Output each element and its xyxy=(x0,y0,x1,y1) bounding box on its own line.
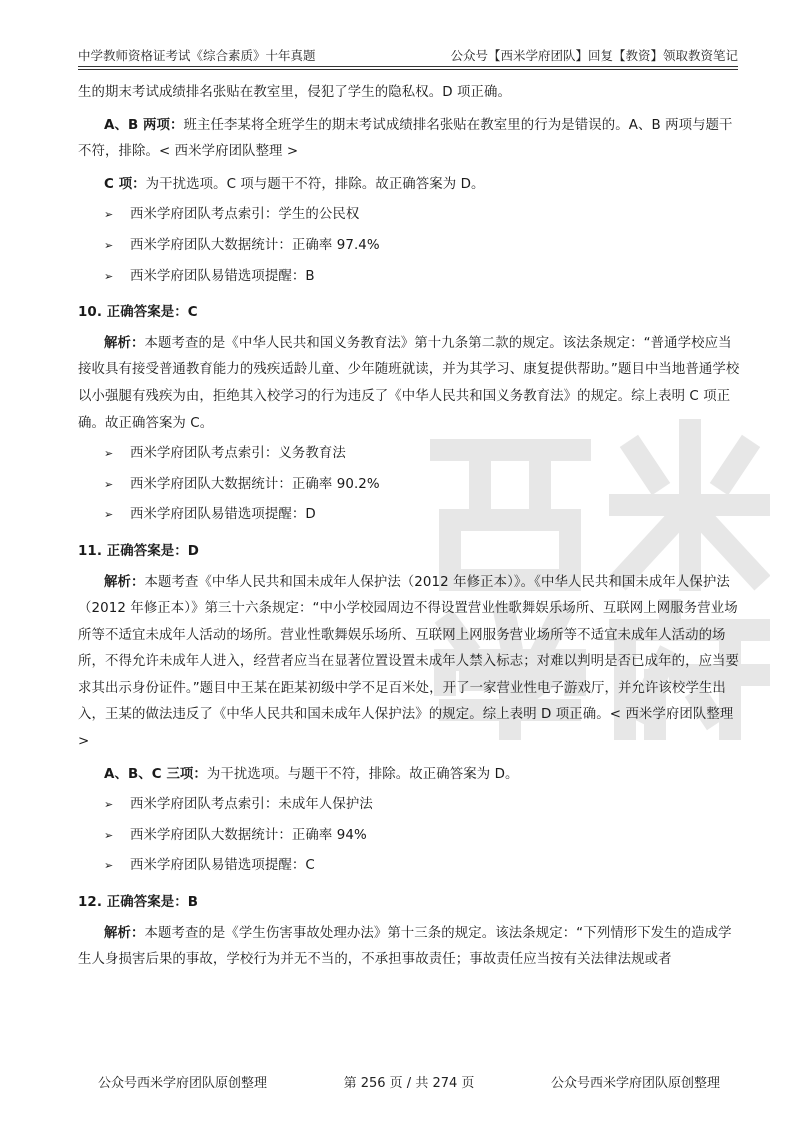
bullet-text: 西米学府团队易错选项提醒：C xyxy=(130,858,315,874)
page-body xyxy=(78,80,740,974)
footer-left: 公众号西米学府团队原创整理 xyxy=(98,1076,268,1091)
list-item xyxy=(78,792,740,819)
arrow-bullet-icon: ➢ xyxy=(104,828,114,842)
header-right-note: 公众号【西米学府团队】回复【教资】领取教资笔记 xyxy=(450,48,738,63)
ab-options-text: 班主任李某将全班学生的期末考试成绩排名张贴在教室里的行为是错误的。A、B 两项与题干不符，排除。< 西米学府团队整理 > xyxy=(78,117,733,160)
q12-analysis-label: 解析： xyxy=(104,925,145,941)
arrow-bullet-icon: ➢ xyxy=(104,859,114,873)
list-item xyxy=(78,502,740,529)
footer-right: 公众号西米学府团队原创整理 xyxy=(550,1076,720,1091)
ab-options-paragraph xyxy=(78,113,740,166)
q11-answer-title: 11. 正确答案是：D xyxy=(78,543,199,559)
bullet-text: 西米学府团队大数据统计：正确率 97.4% xyxy=(130,237,380,253)
continuation-text: 生的期末考试成绩排名张贴在教室里，侵犯了学生的隐私权。D 项正确。 xyxy=(78,85,511,100)
list-item xyxy=(78,202,740,229)
bullet-text: 西米学府团队考点索引：义务教育法 xyxy=(130,446,346,462)
q12-analysis-text: 本题考查的是《学生伤害事故处理办法》第十三条的规定。该法条规定：“下列情形下发生的造成学生人身损害后果的事故，学校行为并无不当的，不承担事故责任；事故责任应当按有关法律法规或者 xyxy=(78,925,732,968)
arrow-bullet-icon: ➢ xyxy=(104,208,114,222)
abc-options-label: A、B、C 三项： xyxy=(104,766,207,782)
bullet-text: 西米学府团队易错选项提醒：D xyxy=(130,507,316,523)
arrow-bullet-icon: ➢ xyxy=(104,447,114,461)
page-number: 第 256 页 / 共 274 页 xyxy=(343,1076,475,1091)
list-item xyxy=(78,472,740,499)
c-option-text: 为干扰选项。C 项与题干不符，排除。故正确答案为 D。 xyxy=(145,176,485,192)
list-item xyxy=(78,441,740,468)
header-left-title: 中学教师资格证考试《综合素质》十年真题 xyxy=(78,48,316,63)
arrow-bullet-icon: ➢ xyxy=(104,508,114,522)
bullet-text: 西米学府团队考点索引：未成年人保护法 xyxy=(130,797,373,813)
page-footer xyxy=(98,1072,720,1091)
q12-answer-title: 12. 正确答案是：B xyxy=(78,895,199,911)
q11-analysis xyxy=(78,570,740,756)
abc-options-paragraph xyxy=(78,762,740,789)
header-rule xyxy=(78,66,738,67)
arrow-bullet-icon: ➢ xyxy=(104,798,114,812)
list-item xyxy=(78,233,740,260)
bullet-text: 西米学府团队考点索引：学生的公民权 xyxy=(130,207,360,223)
bullet-text: 西米学府团队大数据统计：正确率 90.2% xyxy=(130,476,380,492)
list-item xyxy=(78,264,740,291)
q10-answer-title: 10. 正确答案是：C xyxy=(78,305,198,321)
list-item xyxy=(78,853,740,880)
abc-options-text: 为干扰选项。与题干不符，排除。故正确答案为 D。 xyxy=(206,766,519,782)
arrow-bullet-icon: ➢ xyxy=(104,269,114,283)
c-option-paragraph xyxy=(78,172,740,199)
header-rule-thin xyxy=(78,69,738,70)
q10-analysis-text: 本题考查的是《中华人民共和国义务教育法》第十九条第二款的规定。该法条规定：“普通学校应当接收具有接受普通教育能力的残疾适龄儿童、少年随班就读，并为其学习、康复提供帮助。”题目中当地普通学校以小强腿有残疾为由，拒绝其入校学习的行为违反了《中华人民共和国义务教育法》的规定。综上表明 C 项正确。故正确答案为 C。 xyxy=(78,335,740,431)
ab-options-label: A、B 两项： xyxy=(104,117,184,133)
q11-analysis-label: 解析： xyxy=(104,574,145,590)
bullet-text: 西米学府团队易错选项提醒：B xyxy=(130,268,315,284)
c-option-label: C 项： xyxy=(104,176,146,192)
arrow-bullet-icon: ➢ xyxy=(104,477,114,491)
q12-analysis xyxy=(78,921,740,974)
q10-analysis-label: 解析： xyxy=(104,335,145,351)
q11-analysis-text: 本题考查《中华人民共和国未成年人保护法（2012 年修正本）》。《中华人民共和国未成年人保护法（2012 年修正本）》第三十六条规定：“中小学校园周边不得设置营业性歌舞娱乐场所、互联网上网服务营业场所等不适宜未成年人活动的场所。营业性歌舞娱乐场所、互联网上网服务营业场所等不适宜未成年人活动的场所，不得允许未成年人进入，经营者应当在显著位置设置未成年人禁入标志；对难以判明是否已成年的，应当要求其出示身份证件。”题目中王某在距某初级中学不足百米处，开了一家营业性电子游戏厅，并允许该校学生出入，王某的做法违反了《中华人民共和国未成年人保护法》的规定。综上表明 D 项正确。< 西米学府团队整理 > xyxy=(78,574,740,750)
bullet-text: 西米学府团队大数据统计：正确率 94% xyxy=(130,827,367,843)
arrow-bullet-icon: ➢ xyxy=(104,238,114,252)
list-item xyxy=(78,823,740,850)
page-header xyxy=(78,42,738,64)
q10-analysis xyxy=(78,331,740,437)
